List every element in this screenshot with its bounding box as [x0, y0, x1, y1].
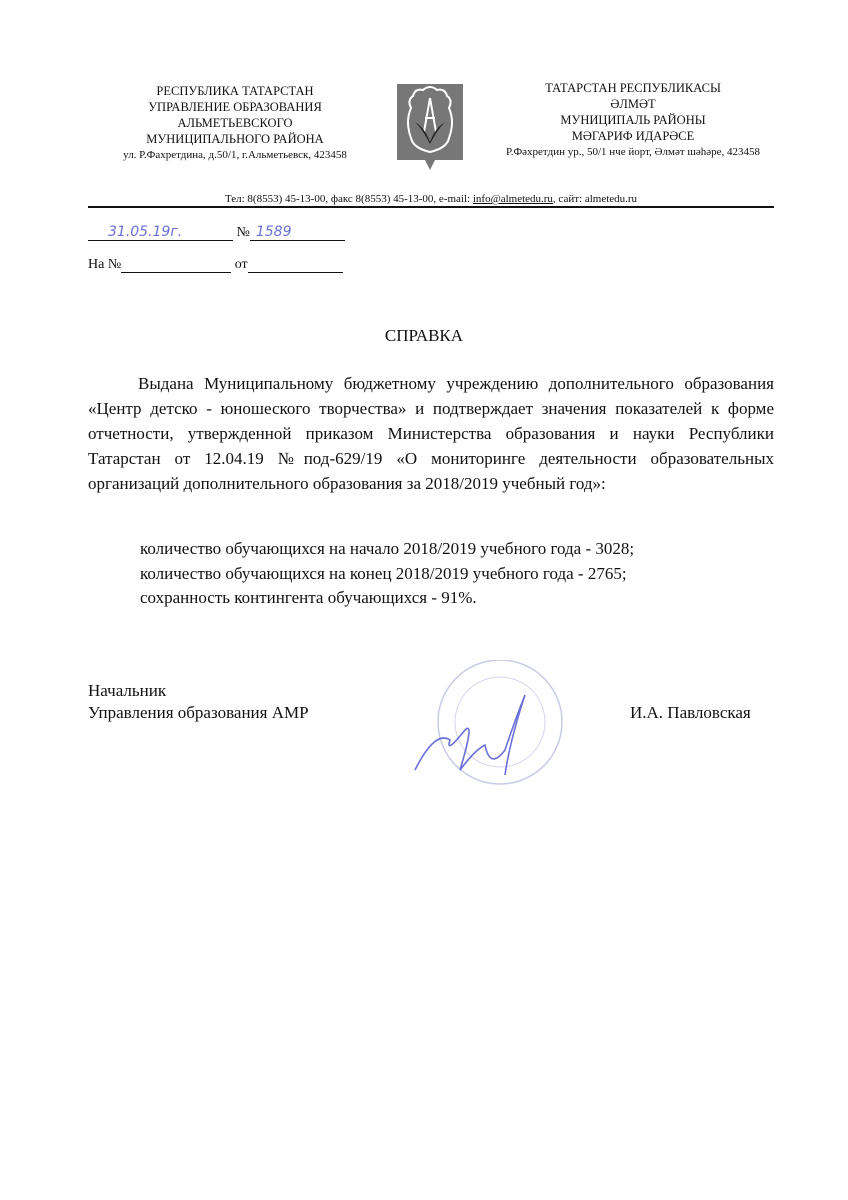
list-item: количество обучающихся на начало 2018/2019 учебного года - 3028; — [140, 539, 635, 558]
header-line: МУНИЦИПАЛЬНОГО РАЙОНА — [146, 132, 324, 146]
reply-number-label: На № — [88, 257, 122, 272]
seal-and-signature — [405, 660, 580, 790]
contacts-phone: Тел: 8(8553) 45-13-00, факс 8(8553) 45-13-00, e-mail: — [224, 193, 473, 205]
reply-from-label: от — [234, 257, 248, 272]
number-label: № — [236, 225, 250, 240]
contacts-site: , сайт: almetedu.ru — [552, 193, 638, 205]
contacts-line — [88, 193, 774, 205]
coat-of-arms-emblem — [395, 82, 465, 172]
body-paragraph: Выдана Муниципальному бюджетному учреждению дополнительного образования «Центр детско - юношеского творчества» и подтверждает значения показателей к форме отчетности, утвержденной приказом Министерства образования и науки Республики Татарстан от 12.04.19 №под-629/19 «О мониторинге деятельности образовательных организаций дополнительного образования за 2018/2019 учебный год»: — [88, 374, 774, 493]
reply-date-field — [248, 256, 343, 273]
header-divider — [88, 206, 774, 208]
header-right — [478, 80, 788, 160]
position-line: Управления образования АМР — [88, 703, 309, 722]
list-item: количество обучающихся на конец 2018/2019 учебного года - 2765; — [140, 563, 627, 583]
document-title: СПРАВКА — [384, 326, 464, 345]
header-line: МУНИЦИПАЛЬ РАЙОНЫ — [560, 113, 706, 127]
incoming-registration — [88, 256, 343, 273]
reply-number-field — [121, 256, 231, 273]
header-left — [100, 83, 370, 163]
signatory-position — [88, 680, 309, 724]
handwritten-date: 31.05.19г. — [108, 224, 183, 240]
header-line: УПРАВЛЕНИЕ ОБРАЗОВАНИЯ — [148, 100, 322, 114]
position-line: Начальник — [88, 681, 167, 700]
header-address: ул. Р.Фахретдина, д.50/1, г.Альметьевск, 423458 — [123, 149, 347, 161]
outgoing-registration — [88, 224, 345, 241]
list-item: сохранность контингента обучающихся - 91%. — [140, 588, 477, 607]
email-link[interactable]: info@almetedu.ru — [472, 193, 553, 205]
date-field — [88, 224, 233, 241]
handwritten-number: 1589 — [255, 224, 292, 240]
header-address: Р.Фәхретдин ур., 50/1 нче йорт, Әлмәт шәһәре, 423458 — [505, 146, 760, 158]
header-line: ӘЛМӘТ — [610, 97, 656, 111]
header-line: МӘГАРИФ ИДАРӘСЕ — [571, 129, 695, 143]
header-line: ТАТАРСТАН РЕСПУБЛИКАСЫ — [545, 81, 721, 95]
header-line: АЛЬМЕТЬЕВСКОГО — [177, 116, 293, 130]
signatory-name: И.А. Павловская — [630, 703, 751, 722]
header-line: РЕСПУБЛИКА ТАТАРСТАН — [156, 84, 314, 98]
number-field — [250, 224, 345, 241]
indicator-list — [140, 537, 634, 611]
